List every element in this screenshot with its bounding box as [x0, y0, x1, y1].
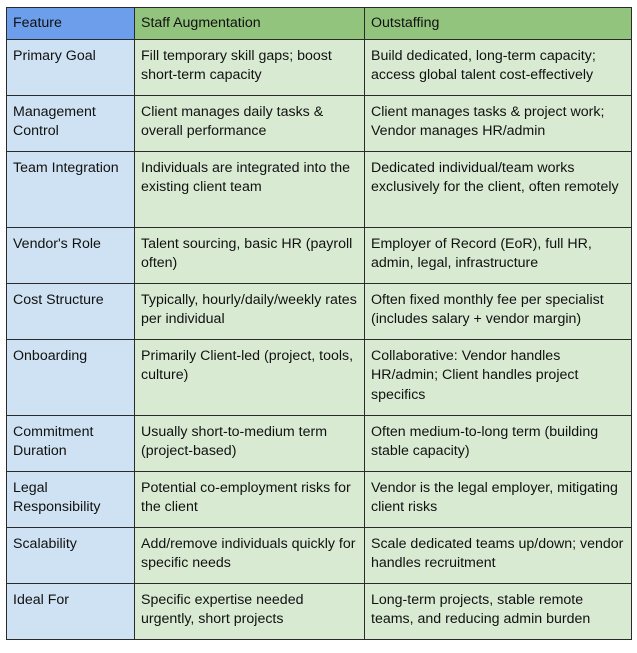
table-row: [7, 95, 632, 151]
row-outstaffing-cell: Build dedicated, long-term capacity; access global talent cost-effectively: [365, 39, 632, 95]
row-staff-cell: Talent sourcing, basic HR (payroll often): [135, 227, 365, 283]
table-row: [7, 283, 632, 339]
row-staff-cell: Fill temporary skill gaps; boost short-term capacity: [135, 39, 365, 95]
row-feature-cell: Scalability: [7, 527, 135, 583]
row-feature-cell: Primary Goal: [7, 39, 135, 95]
row-staff-cell: Potential co-employment risks for the client: [135, 471, 365, 527]
row-outstaffing-cell: Scale dedicated teams up/down; vendor handles recruitment: [365, 527, 632, 583]
row-staff-cell: Individuals are integrated into the existing client team: [135, 151, 365, 227]
row-outstaffing-cell: Vendor is the legal employer, mitigating client risks: [365, 471, 632, 527]
row-outstaffing-cell: Client manages tasks & project work; Vendor manages HR/admin: [365, 95, 632, 151]
table-row: [7, 527, 632, 583]
row-feature-cell: Ideal For: [7, 583, 135, 639]
row-feature-cell: Legal Responsibility: [7, 471, 135, 527]
row-feature-cell: Onboarding: [7, 339, 135, 415]
row-feature-cell: Team Integration: [7, 151, 135, 227]
header-feature: Feature: [7, 8, 135, 40]
row-feature-cell: Cost Structure: [7, 283, 135, 339]
row-feature-cell: Management Control: [7, 95, 135, 151]
table-row: [7, 339, 632, 415]
row-feature-cell: Commitment Duration: [7, 415, 135, 471]
row-staff-cell: Typically, hourly/daily/weekly rates per individual: [135, 283, 365, 339]
row-outstaffing-cell: Long-term projects, stable remote teams, and reducing admin burden: [365, 583, 632, 639]
row-staff-cell: Primarily Client-led (project, tools, culture): [135, 339, 365, 415]
table-row: [7, 39, 632, 95]
table-row: [7, 227, 632, 283]
row-outstaffing-cell: Often medium-to-long term (building stable capacity): [365, 415, 632, 471]
row-outstaffing-cell: Dedicated individual/team works exclusively for the client, often remotely: [365, 151, 632, 227]
comparison-table: [6, 7, 632, 640]
row-staff-cell: Client manages daily tasks & overall performance: [135, 95, 365, 151]
table-row: [7, 471, 632, 527]
row-outstaffing-cell: Employer of Record (EoR), full HR, admin, legal, infrastructure: [365, 227, 632, 283]
row-staff-cell: Usually short-to-medium term (project-based): [135, 415, 365, 471]
table-row: [7, 415, 632, 471]
row-staff-cell: Specific expertise needed urgently, short projects: [135, 583, 365, 639]
header-staff-augmentation: Staff Augmentation: [135, 8, 365, 40]
row-outstaffing-cell: Collaborative: Vendor handles HR/admin; Client handles project specifics: [365, 339, 632, 415]
table-row: [7, 151, 632, 227]
comparison-table-container: [6, 7, 632, 640]
header-outstaffing: Outstaffing: [365, 8, 632, 40]
table-row: [7, 583, 632, 639]
header-row: [7, 8, 632, 40]
row-feature-cell: Vendor's Role: [7, 227, 135, 283]
row-staff-cell: Add/remove individuals quickly for specific needs: [135, 527, 365, 583]
row-outstaffing-cell: Often fixed monthly fee per specialist (includes salary + vendor margin): [365, 283, 632, 339]
